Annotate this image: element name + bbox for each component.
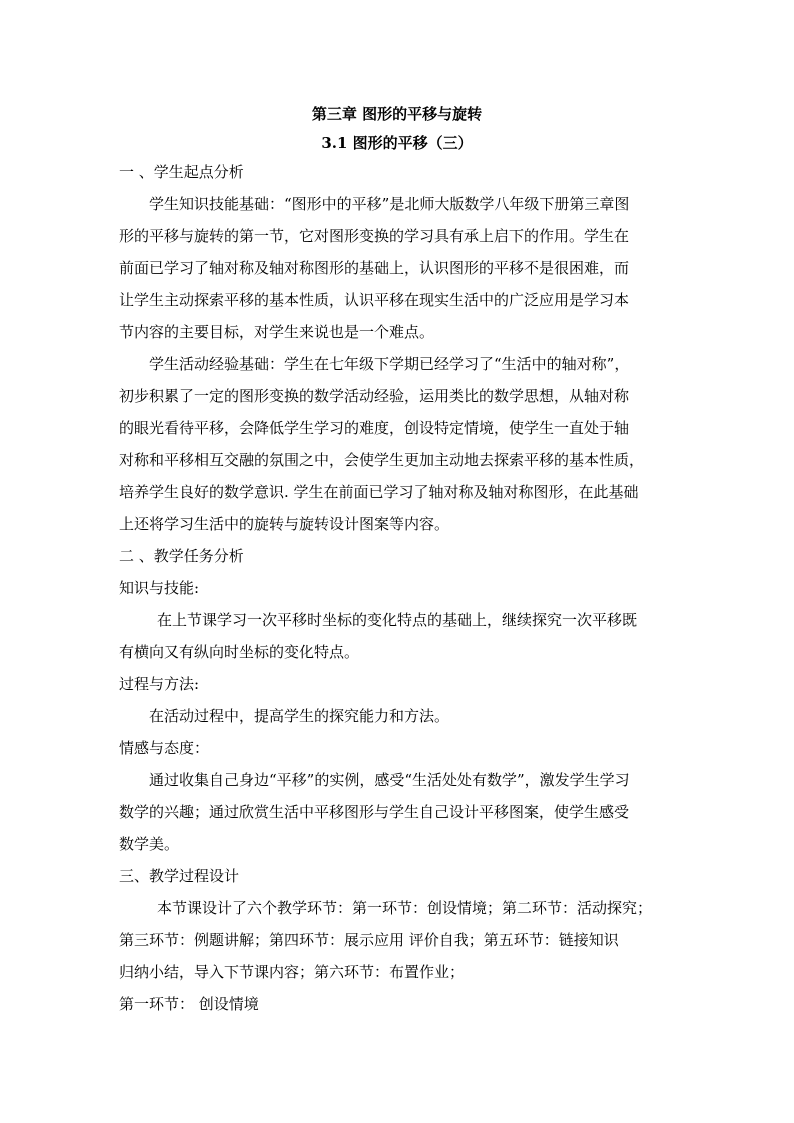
paragraph-line: 归纳小结，导入下节课内容；第六环节：布置作业； [119,963,465,981]
paragraph-line: 在上节课学习一次平移时坐标的变化特点的基础上，继续探究一次平移既 [157,611,638,629]
section-heading-student-analysis: 一 、学生起点分析 [119,163,244,181]
paragraph-line: 形的平移与旋转的第一节，它对图形变换的学习具有承上启下的作用。学生在 [119,227,630,245]
chapter-title: 第三章 图形的平移与旋转 [311,105,483,123]
subheading-knowledge: 知识与技能: [119,579,200,597]
subheading-process: 过程与方法: [119,675,200,693]
paragraph-line: 本节课设计了六个教学环节：第一环节：创设情境；第二环节：活动探究； [157,899,653,917]
section-title: 3.1 图形的平移（三） [321,134,473,152]
subheading-emotion: 情感与态度： [119,739,210,757]
paragraph-line: 的眼光看待平移，会降低学生学习的难度，创设特定情境，使学生一直处于轴 [119,419,630,437]
paragraph-line: 有横向又有纵向时坐标的变化特点。 [119,643,360,661]
paragraph-line: 学生活动经验基础：学生在七年级下学期已经学习了“生活中的轴对称”， [149,355,630,373]
paragraph-line: 数学的兴趣；通过欣赏生活中平移图形与学生自己设计平移图案，使学生感受 [119,803,630,821]
paragraph-line: 学生知识技能基础：“图形中的平移”是北师大版数学八年级下册第三章图 [149,195,630,213]
paragraph-line: 在活动过程中，提高学生的探究能力和方法。 [149,707,450,725]
paragraph-line: 数学美。 [119,835,180,853]
paragraph-line: 让学生主动探索平移的基本性质，认识平移在现实生活中的广泛应用是学习本 [119,291,630,309]
subheading-step1: 第一环节： 创设情境 [119,995,259,1013]
paragraph-line: 上还将学习生活中的旋转与旋转设计图案等内容。 [119,515,450,533]
section-heading-process-design: 三、教学过程设计 [119,867,240,885]
paragraph-line: 通过收集自己身边“平移”的实例，感受“生活处处有数学”，激发学生学习 [149,771,630,789]
paragraph-line: 初步积累了一定的图形变换的数学活动经验，运用类比的数学思想，从轴对称 [119,387,630,405]
paragraph-line: 节内容的主要目标，对学生来说也是一个难点。 [119,323,435,341]
section-heading-task-analysis: 二 、教学任务分析 [119,547,244,565]
paragraph-line: 对称和平移相互交融的氛围之中，会使学生更加主动地去探索平移的基本性质， [119,451,645,469]
paragraph-line: 前面已学习了轴对称及轴对称图形的基础上，认识图形的平移不是很困难，而 [119,259,630,277]
paragraph-line: 培养学生良好的数学意识. 学生在前面已学习了轴对称及轴对称图形，在此基础 [119,483,639,501]
paragraph-line: 第三环节：例题讲解；第四环节：展示应用 评价自我；第五环节：链接知识 [119,931,619,949]
